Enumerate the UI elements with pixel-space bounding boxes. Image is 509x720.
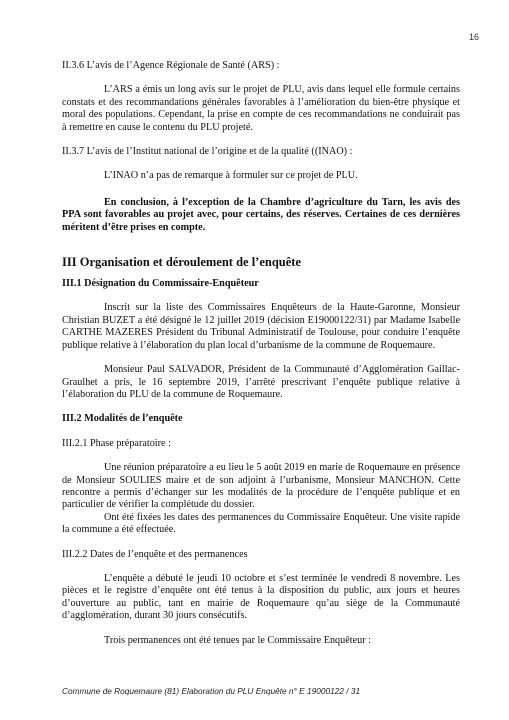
- ars-paragraph: L’ARS a émis un long avis sur le projet de PLU, avis dans lequel elle formule certains constats et des recommandations générales favorables à l’amélioration du bien-être physique et moral des populations. Cependant, la prise en compte de ces recommandations ne conduirait pas à remettre en cause le contenu du PLU projeté.: [62, 84, 460, 133]
- phase-paragraph-1: Une réunion préparatoire a eu lieu le 5 août 2019 en marie de Roquemaure en présence de Monsieur SOULIES maire et de son adjoint à l’urbanisme, Monsieur MANCHON. Cette rencontre a permis d’échanger sur les modalités de la procédure de l’enquête publique et en particulier de vérifier la complétude du dossier.: [62, 462, 460, 511]
- section-3-2-2-heading: III.2.2 Dates de l’enquête et des permanences: [62, 548, 248, 560]
- inao-heading: II.3.7 L’avis de l’Institut national de l’origine et de la qualité ((INAO) :: [62, 146, 353, 158]
- part-3-title: III Organisation et déroulement de l’enquête: [62, 255, 301, 270]
- dates-paragraph-1: L’enquête a débuté le jeudi 10 octobre et s’est terminée le vendredi 8 novembre. Les pièces et le registre d’enquête ont été tenus à la disposition du public, aux jours et heures d’ouverture au public, tant en mairie de Roquemaure qu’au siège de la Communauté d’agglomération, durant 30 jours consécutifs.: [62, 572, 460, 622]
- phase-paragraph-2: Ont été fixées les dates des permanences du Commissaire Enquêteur. Une visite rapide la commune a été effectuée.: [62, 511, 460, 536]
- inao-paragraph: L’INAO n’a pas de remarque à formuler sur ce projet de PLU.: [104, 170, 358, 182]
- section-3-2-heading: III.2 Modalités de l’enquête: [62, 413, 183, 425]
- conclusion-paragraph: En conclusion, à l’exception de la Chambre d’agriculture du Tarn, les avis des PPA sont favorables au projet avec, pour certains, des réserves. Certaines de ces dernières méritent d’être prises en compte.: [62, 196, 460, 233]
- section-3-1-heading: III.1 Désignation du Commissaire-Enquêteur: [62, 278, 259, 290]
- dates-paragraph-2: Trois permanences ont été tenues par le Commissaire Enquêteur :: [104, 634, 371, 646]
- designation-paragraph-1: Inscrit sur la liste des Commissaires Enquêteurs de la Haute-Garonne, Monsieur Christian BUZET a été désigné le 12 juillet 2019 (décision E19000122/31) par Madame Isabelle CARTHE MAZERES Président du Tribunal Administratif de Toulouse, pour conduire l’enquête publique relative à l’élaboration du plan local d’urbanisme de la commune de Roquemaure.: [62, 302, 460, 351]
- ars-heading: II.3.6 L’avis de l’Agence Régionale de Santé (ARS) :: [62, 60, 280, 71]
- page-number: 16: [468, 32, 479, 42]
- page-footer: Commune de Roquemaure (81) Elaboration du PLU Enquête n° E 19000122 / 31: [62, 686, 361, 696]
- page-content: [62, 60, 460, 647]
- section-3-2-1-heading: III.2.1 Phase préparatoire :: [62, 437, 171, 449]
- designation-paragraph-2: Monsieur Paul SALVADOR, Président de la Communauté d’Agglomération Gaillac-Graulhet a pris, le 16 septembre 2019, l’arrêté prescrivant l’enquête publique relative à l’élaboration du PLU de la commune de Roquemaure.: [62, 364, 460, 400]
